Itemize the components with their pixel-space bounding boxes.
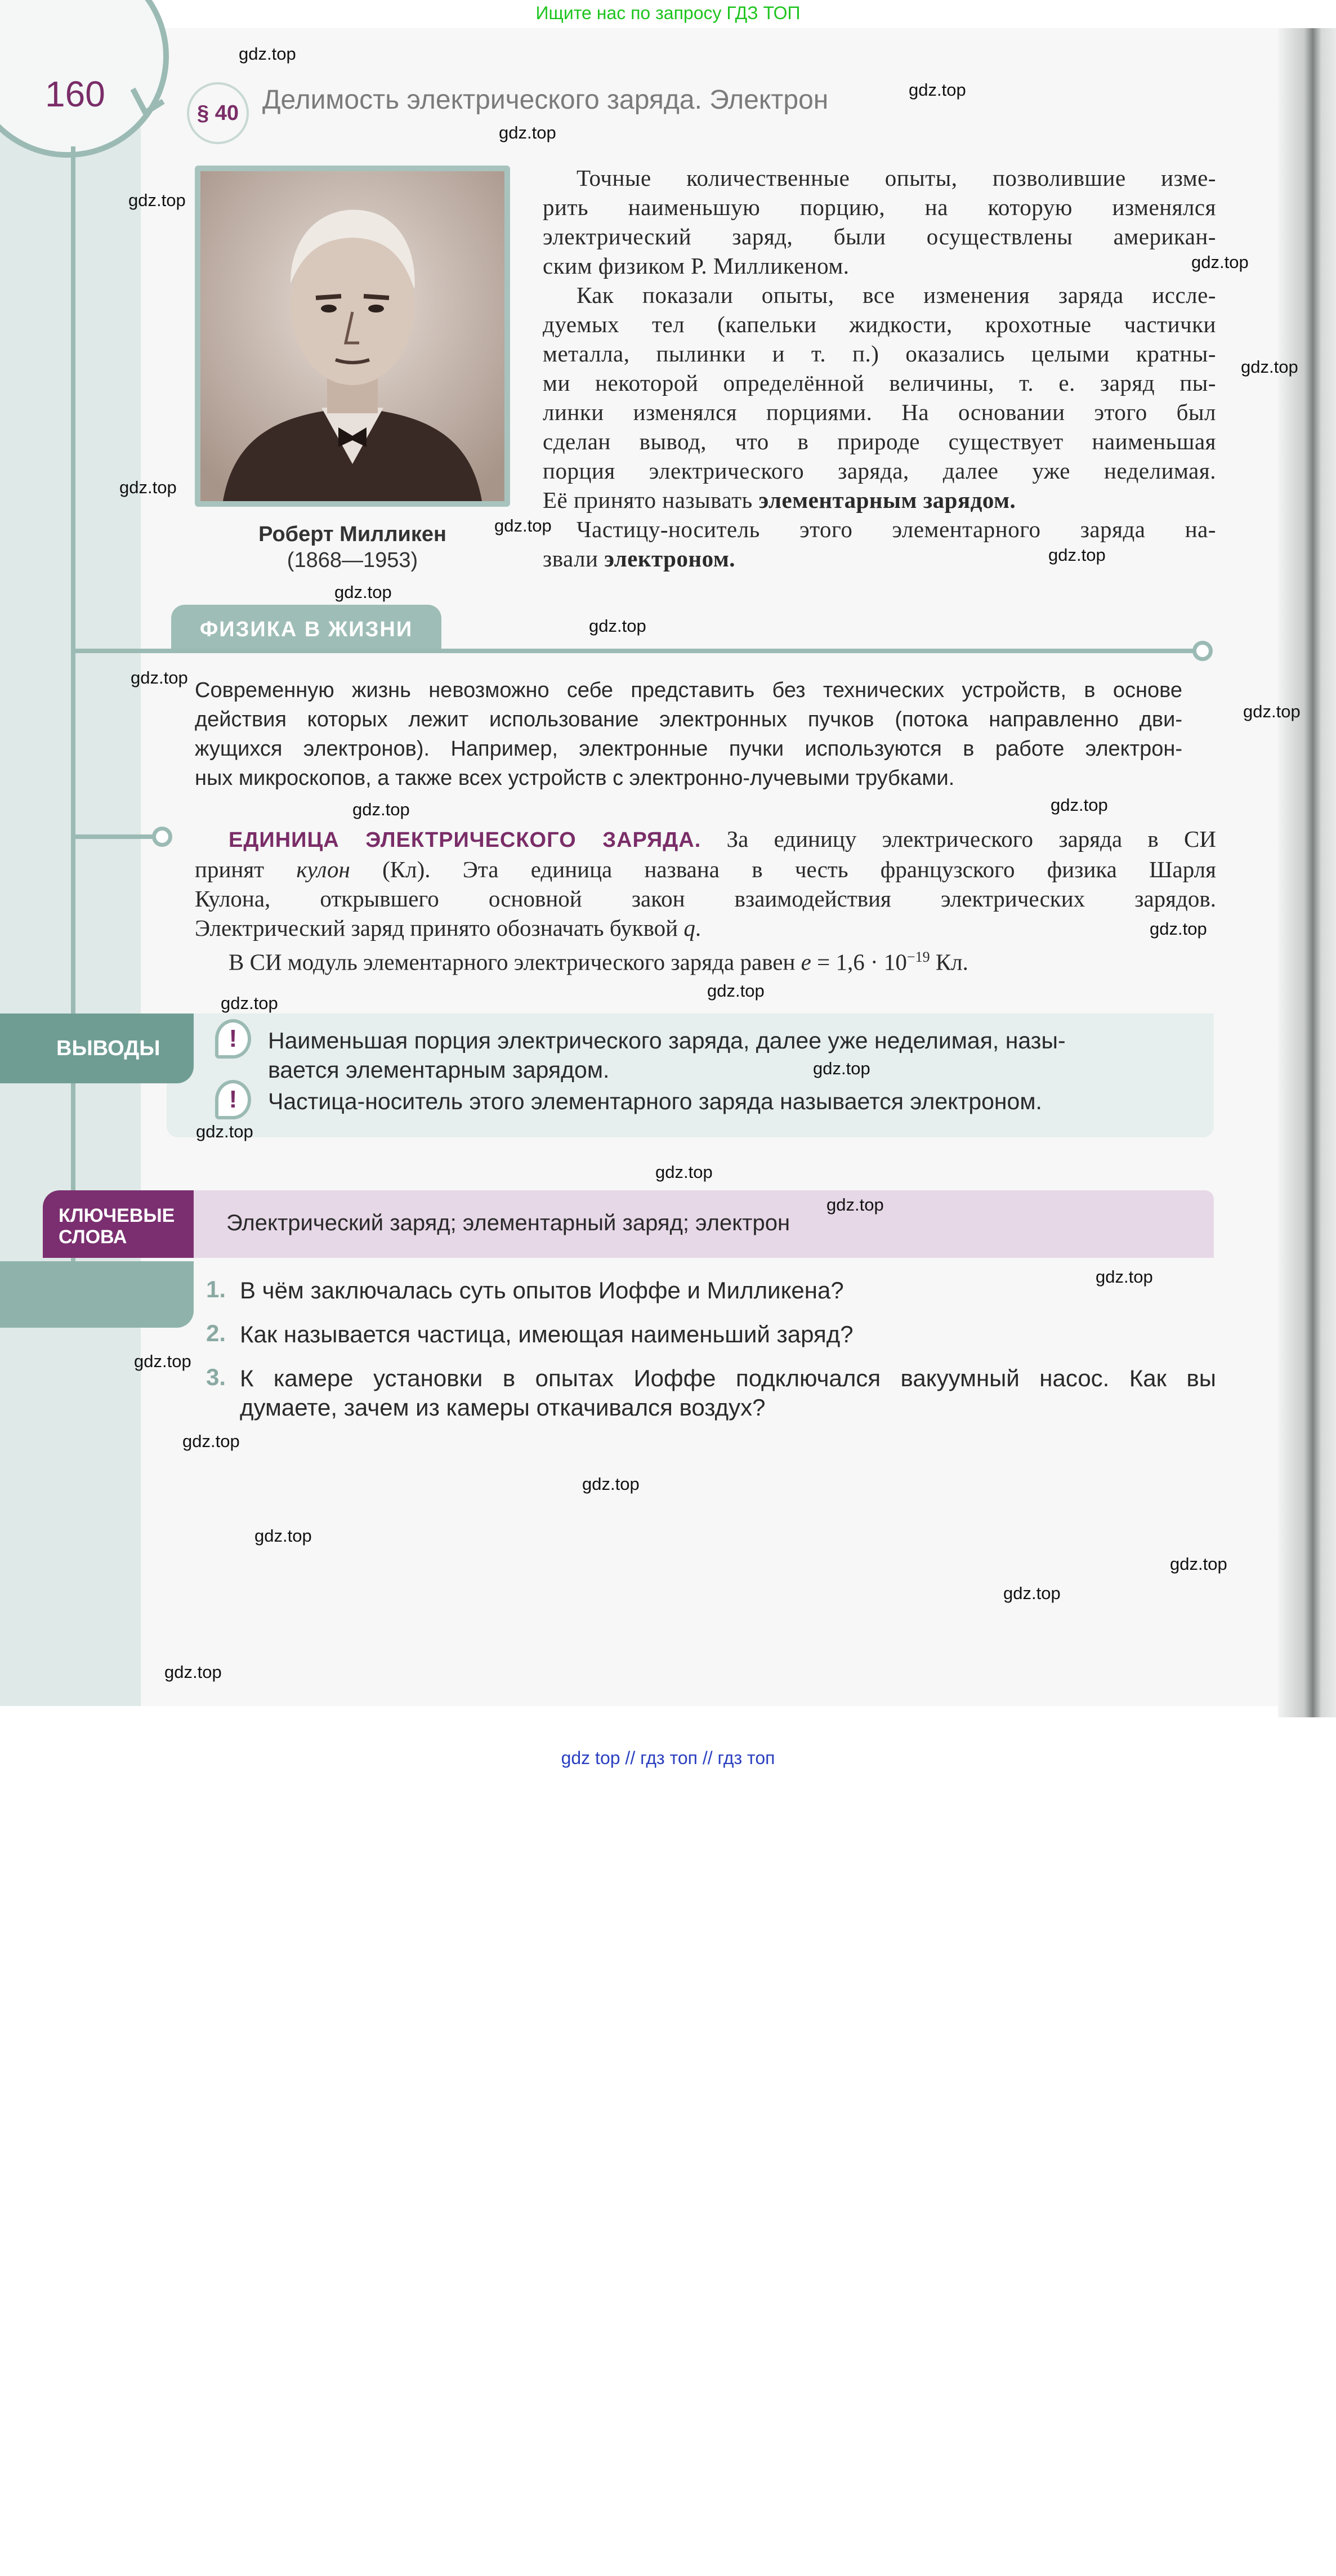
arrow-icon: [128, 84, 168, 118]
conclusion-text: Наименьшая порция электрического заряда, далее уже неделимая, назы-: [268, 1028, 1066, 1053]
text-line: [543, 544, 1216, 573]
watermark-text: gdz.top: [707, 981, 765, 1001]
watermark-text: gdz.top: [499, 123, 556, 142]
conclusion-text: вается элементарным зарядом.: [268, 1057, 610, 1083]
text-segment: = 1,6 · 10: [811, 949, 907, 975]
text-segment: Точные количественные опыты, позволившие изме-: [577, 165, 1216, 191]
text-segment: линки изменялся порциями. На основании этого был: [543, 399, 1216, 425]
text-segment: Частицу-носитель этого элементарного заряда на-: [577, 516, 1216, 542]
watermark-text: gdz.top: [1096, 1267, 1153, 1287]
watermark-text: gdz.top: [131, 668, 188, 687]
text-line: Современную жизнь невозможно себе представить без технических устройств, в основе: [195, 678, 1182, 702]
question-number: 2.: [206, 1320, 226, 1346]
question-text: думаете, зачем из камеры откачивался воздух?: [240, 1394, 766, 1421]
text-segment: В СИ модуль элементарного электрического заряда равен: [229, 949, 801, 975]
section-number: § 40: [187, 82, 249, 144]
watermark-text: gdz.top: [119, 477, 177, 497]
portrait-drawing: [200, 171, 504, 501]
keywords-tab: [43, 1190, 194, 1258]
watermark-text: gdz.top: [164, 1662, 222, 1682]
text-segment: −19: [906, 949, 930, 965]
conclusions-tab: ВЫВОДЫ: [0, 1014, 194, 1083]
conclusion-text: Частица-носитель этого элементарного заряда называется электроном.: [268, 1088, 1042, 1114]
text-line: [195, 824, 1216, 855]
question-number: 1.: [206, 1276, 226, 1302]
watermark-text: gdz.top: [1243, 702, 1301, 721]
text-line: [543, 280, 1216, 310]
text-line: [543, 193, 1216, 222]
watermark-text: gdz.top: [352, 800, 410, 819]
text-line: [543, 485, 1216, 515]
text-line: ных микроскопов, а также всех устройств с электронно-лучевыми трубками.: [195, 766, 955, 790]
watermark-text: gdz.top: [813, 1059, 870, 1078]
keywords-text: Электрический заряд; элементарный заряд; электрон: [226, 1211, 790, 1235]
text-segment: Как показали опыты, все изменения заряда иссле-: [577, 282, 1216, 308]
text-segment: Кл.: [930, 949, 968, 975]
text-line: [195, 913, 1216, 943]
text-line: [195, 884, 1216, 913]
text-segment: Её принято называть: [543, 487, 759, 513]
watermark-text: gdz.top: [254, 1526, 312, 1546]
watermark-text: gdz.top: [239, 44, 296, 64]
portrait-caption-years: (1868—1953): [287, 548, 418, 572]
watermark-text: gdz.top: [589, 616, 646, 636]
page-number: 160: [45, 74, 105, 114]
divider-line: [71, 649, 1203, 653]
section-heading: ЕДИНИЦА ЭЛЕКТРИЧЕСКОГО ЗАРЯДА.: [229, 828, 701, 852]
questions-label: И: [41, 2545, 55, 2568]
page-title: Делимость электрического заряда. Электрон: [262, 85, 829, 115]
text-segment: кулон: [296, 856, 350, 882]
page-fold-shadow: [1278, 28, 1336, 1717]
question-number: 3.: [206, 1364, 226, 1390]
bottom-banner[interactable]: gdz top // гдз топ // гдз топ: [0, 1723, 1336, 1772]
physics-in-life-text: [195, 676, 1182, 793]
watermark-text: gdz.top: [221, 993, 278, 1013]
text-segment: порция электрического заряда, далее уже неделимая.: [543, 458, 1216, 484]
text-segment: Кулона, открывшего основной закон взаимодействия электрических зарядов.: [195, 886, 1216, 912]
keywords-label: СЛОВА: [59, 1226, 127, 1248]
watermark-text: gdz.top: [1051, 795, 1108, 815]
watermark-text: gdz.top: [134, 1351, 191, 1371]
left-margin-strip: [0, 28, 141, 1706]
exclamation-icon: !: [215, 1019, 251, 1059]
text-segment: ми некоторой определённой величины, т. е. заряд пы-: [543, 370, 1216, 396]
text-line: [543, 515, 1216, 544]
text-segment: ским физиком Р. Милликеном.: [543, 253, 850, 279]
question-text: К камере установки в опытах Иоффе подключался вакуумный насос. Как вы: [240, 1365, 1216, 1391]
watermark-text: gdz.top: [128, 190, 186, 210]
text-line: [543, 163, 1216, 193]
watermark-text: gdz.top: [1150, 919, 1207, 939]
text-line: [543, 222, 1216, 251]
questions-list: [206, 1276, 1216, 1437]
watermark-text: gdz.top: [494, 516, 552, 535]
watermark-text: gdz.top: [909, 80, 966, 100]
watermark-text: gdz.top: [1241, 357, 1298, 377]
text-line: действия которых лежит использование электронных пучков (потока направленно дви-: [195, 708, 1182, 731]
main-text: [543, 163, 1216, 573]
text-segment: q: [683, 915, 695, 941]
divider-line: [71, 834, 161, 839]
text-segment: рить наименьшую порцию, на которую изменялся: [543, 194, 1216, 220]
text-segment: элементарным зарядом.: [758, 487, 1016, 513]
watermark-text: gdz.top: [182, 1431, 240, 1451]
text-line: [543, 427, 1216, 456]
text-line: [543, 398, 1216, 427]
text-segment: e: [801, 949, 811, 975]
questions-label: ВОПРОСЫ: [62, 2532, 164, 2553]
watermark-text: gdz.top: [334, 582, 392, 602]
text-line: [543, 368, 1216, 398]
unit-of-charge-text: [195, 824, 1216, 977]
questions-label: ЗАДАНИЯ: [62, 2554, 158, 2575]
watermark-text: gdz.top: [1003, 1583, 1061, 1603]
text-segment: принят: [195, 856, 297, 882]
watermark-text: gdz.top: [1170, 1554, 1227, 1574]
question-item: [206, 1276, 1216, 1305]
text-line: жущихся электронов). Например, электронные пучки используются в работе электрон-: [195, 737, 1182, 761]
watermark-text: gdz.top: [196, 1122, 253, 1141]
text-line: [195, 943, 1216, 977]
text-segment: электроном.: [604, 546, 735, 572]
text-line: [543, 310, 1216, 339]
text-segment: (Кл). Эта единица названа в честь французского физика Шарля: [350, 856, 1216, 882]
text-segment: электрический заряд, были осуществлены американ-: [543, 224, 1216, 249]
question-item: [206, 1320, 1216, 1349]
timeline-line: [71, 146, 75, 1318]
top-banner[interactable]: Ищите нас по запросу ГДЗ ТОП: [0, 0, 1336, 28]
portrait-image: [195, 166, 510, 507]
text-segment: звали: [543, 546, 605, 572]
text-line: [543, 339, 1216, 368]
text-segment: металла, пылинки и т. п.) оказались целыми кратны-: [543, 341, 1216, 367]
question-item: [206, 1364, 1216, 1422]
watermark-text: gdz.top: [1191, 252, 1249, 272]
watermark-text: gdz.top: [582, 1474, 640, 1494]
watermark-text: gdz.top: [826, 1195, 884, 1215]
watermark-text: gdz.top: [655, 1162, 713, 1182]
watermark-text: gdz.top: [1048, 545, 1106, 565]
physics-in-life-tab: ФИЗИКА В ЖИЗНИ: [171, 605, 441, 651]
divider-dot: [1192, 641, 1213, 661]
text-line: [543, 251, 1216, 280]
text-line: [543, 456, 1216, 485]
text-line: [195, 855, 1216, 884]
divider-dot: [152, 827, 172, 847]
text-segment: За единицу электрического заряда в СИ: [701, 826, 1216, 852]
portrait-caption-name: Роберт Милликен: [258, 523, 446, 546]
exclamation-icon: !: [215, 1080, 251, 1119]
text-segment: Электрический заряд принято обозначать буквой: [195, 915, 684, 941]
text-segment: сделан вывод, что в природе существует наименьшая: [543, 428, 1216, 454]
question-text: В чём заключалась суть опытов Иоффе и Милликена?: [240, 1277, 844, 1303]
question-text: Как называется частица, имеющая наименьший заряд?: [240, 1321, 854, 1347]
text-segment: дуемых тел (капельки жидкости, крохотные частички: [543, 311, 1216, 337]
keywords-label: КЛЮЧЕВЫЕ: [59, 1205, 175, 1226]
text-segment: .: [695, 915, 701, 941]
